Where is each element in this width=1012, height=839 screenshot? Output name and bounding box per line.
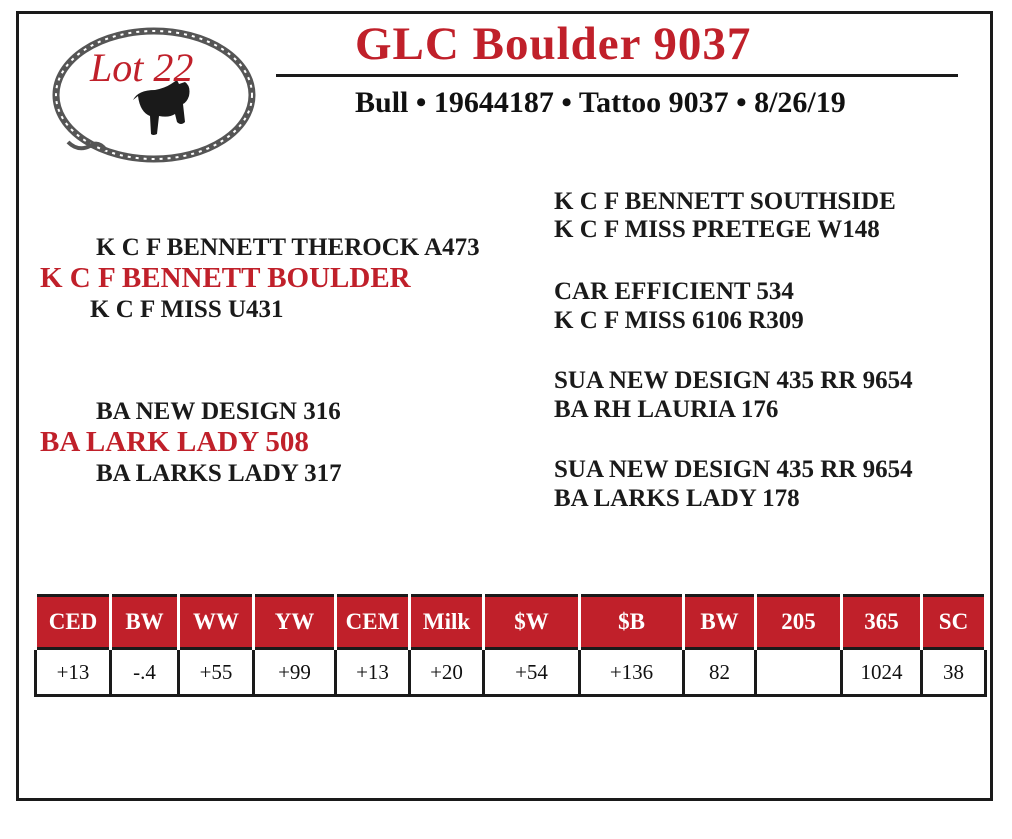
epd-header-dollar-w: $W [484, 596, 580, 649]
sire: K C F BENNETT BOULDER [40, 262, 411, 294]
epd-header-actual-bw: BW [684, 596, 756, 649]
epd-header-sc: SC [922, 596, 986, 649]
pedigree-right-line: K C F MISS PRETEGE W148 [554, 216, 880, 243]
pedigree-right-line: BA RH LAURIA 176 [554, 396, 779, 423]
dam-sire: BA NEW DESIGN 316 [96, 398, 341, 425]
epd-value-bw: -.4 [111, 649, 179, 696]
epd-header-dollar-b: $B [580, 596, 684, 649]
epd-value-ced: +13 [36, 649, 111, 696]
sire-sire: K C F BENNETT THEROCK A473 [96, 234, 480, 261]
epd-value-dollar-w: +54 [484, 649, 580, 696]
epd-header-ww: WW [179, 596, 254, 649]
lot-number: Lot 22 [90, 45, 194, 90]
pedigree-right-line: K C F BENNETT SOUTHSIDE [554, 188, 896, 215]
epd-value-365: 1024 [842, 649, 922, 696]
epd-value-205 [756, 649, 842, 696]
sire-dam: K C F MISS U431 [90, 296, 284, 323]
animal-subtitle: Bull • 19644187 • Tattoo 9037 • 8/26/19 [355, 86, 846, 119]
epd-header-yw: YW [254, 596, 336, 649]
pedigree-right-line: K C F MISS 6106 R309 [554, 307, 804, 334]
epd-header-milk: Milk [410, 596, 484, 649]
epd-header-cem: CEM [336, 596, 410, 649]
epd-value-actual-bw: 82 [684, 649, 756, 696]
epd-value-dollar-b: +136 [580, 649, 684, 696]
epd-header-bw: BW [111, 596, 179, 649]
epd-value-yw: +99 [254, 649, 336, 696]
epd-value-milk: +20 [410, 649, 484, 696]
pedigree-right-line: BA LARKS LADY 178 [554, 485, 800, 512]
pedigree-right-line: CAR EFFICIENT 534 [554, 278, 794, 305]
epd-header-365: 365 [842, 596, 922, 649]
pedigree-right-line: SUA NEW DESIGN 435 RR 9654 [554, 367, 913, 394]
pedigree-right-line: SUA NEW DESIGN 435 RR 9654 [554, 456, 913, 483]
epd-header-205: 205 [756, 596, 842, 649]
epd-table [34, 594, 987, 697]
epd-value-row [36, 649, 986, 696]
epd-header-row [36, 596, 986, 649]
epd-value-cem: +13 [336, 649, 410, 696]
epd-header-ced: CED [36, 596, 111, 649]
epd-value-sc: 38 [922, 649, 986, 696]
dam-dam: BA LARKS LADY 317 [96, 460, 342, 487]
page-title: GLC Boulder 9037 [355, 18, 752, 70]
dam: BA LARK LADY 508 [40, 426, 309, 458]
title-divider [276, 74, 958, 77]
epd-value-ww: +55 [179, 649, 254, 696]
